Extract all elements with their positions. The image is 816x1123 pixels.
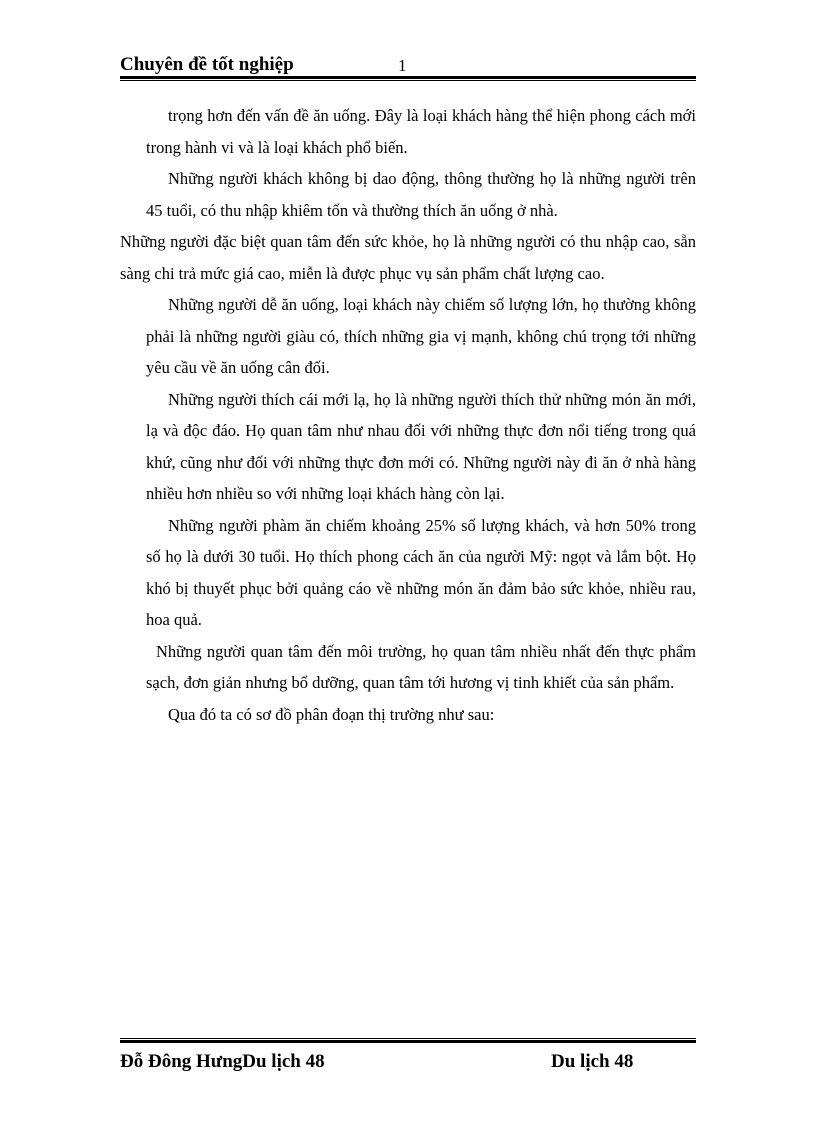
page-number: 1: [398, 56, 407, 75]
paragraph-7: Những người quan tâm đến môi trường, họ quan tâm nhiều nhất đến thực phẩm sạch, đơn giản nhưng bổ dưỡng, quan tâm tới hương vị tinh khiết của sản phẩm.: [146, 641, 696, 692]
document-body: [120, 100, 696, 730]
paragraph-5: Những người thích cái mới lạ, họ là những người thích thử những món ăn mới, lạ và độc đáo. Họ quan tâm như nhau đối với những thực đơn nổi tiếng trong quá khứ, cũng như đối với những thực đơn mới có. Những người này đi ăn ở nhà hàng nhiều hơn nhiều so với những loại khách hàng còn lại.: [146, 389, 696, 503]
paragraph-6: Những người phàm ăn chiếm khoảng 25% số lượng khách, và hơn 50% trong số họ là dưới 30 tuổi. Họ thích phong cách ăn của người Mỹ: ngọt và lắm bột. Họ khó bị thuyết phục bởi quảng cáo về những món ăn đảm bảo sức khỏe, nhiều rau, hoa quả.: [146, 515, 696, 629]
paragraph-2: Những người khách không bị dao động, thông thường họ là những người trên 45 tuổi, có thu nhập khiêm tốn và thường thích ăn uống ở nhà.: [146, 169, 696, 220]
header-divider: [120, 76, 696, 81]
footer-author: Đỗ Đông HưngDu lịch 48: [120, 1051, 325, 1072]
paragraph-4: Những người dễ ăn uống, loại khách này chiếm số lượng lớn, họ thường không phải là những người giàu có, thích những gia vị mạnh, không chú trọng tới những yêu cầu về ăn uống cân đối.: [146, 295, 696, 377]
footer-class: Du lịch 48: [551, 1051, 634, 1072]
header-title: Chuyên đề tốt nghiệp: [120, 54, 294, 75]
paragraph-1: trọng hơn đến vấn đề ăn uống. Đây là loại khách hàng thể hiện phong cách mới trong hành vi và là loại khách phổ biến.: [146, 106, 696, 157]
page-header: [120, 52, 696, 78]
paragraph-3: Những người đặc biệt quan tâm đến sức khỏe, họ là những người có thu nhập cao, sẵn sàng chi trả mức giá cao, miễn là được phục vụ sản phẩm chất lượng cao.: [120, 232, 696, 283]
footer-divider: [120, 1038, 696, 1043]
paragraph-8: Qua đó ta có sơ đồ phân đoạn thị trường như sau:: [168, 704, 495, 724]
